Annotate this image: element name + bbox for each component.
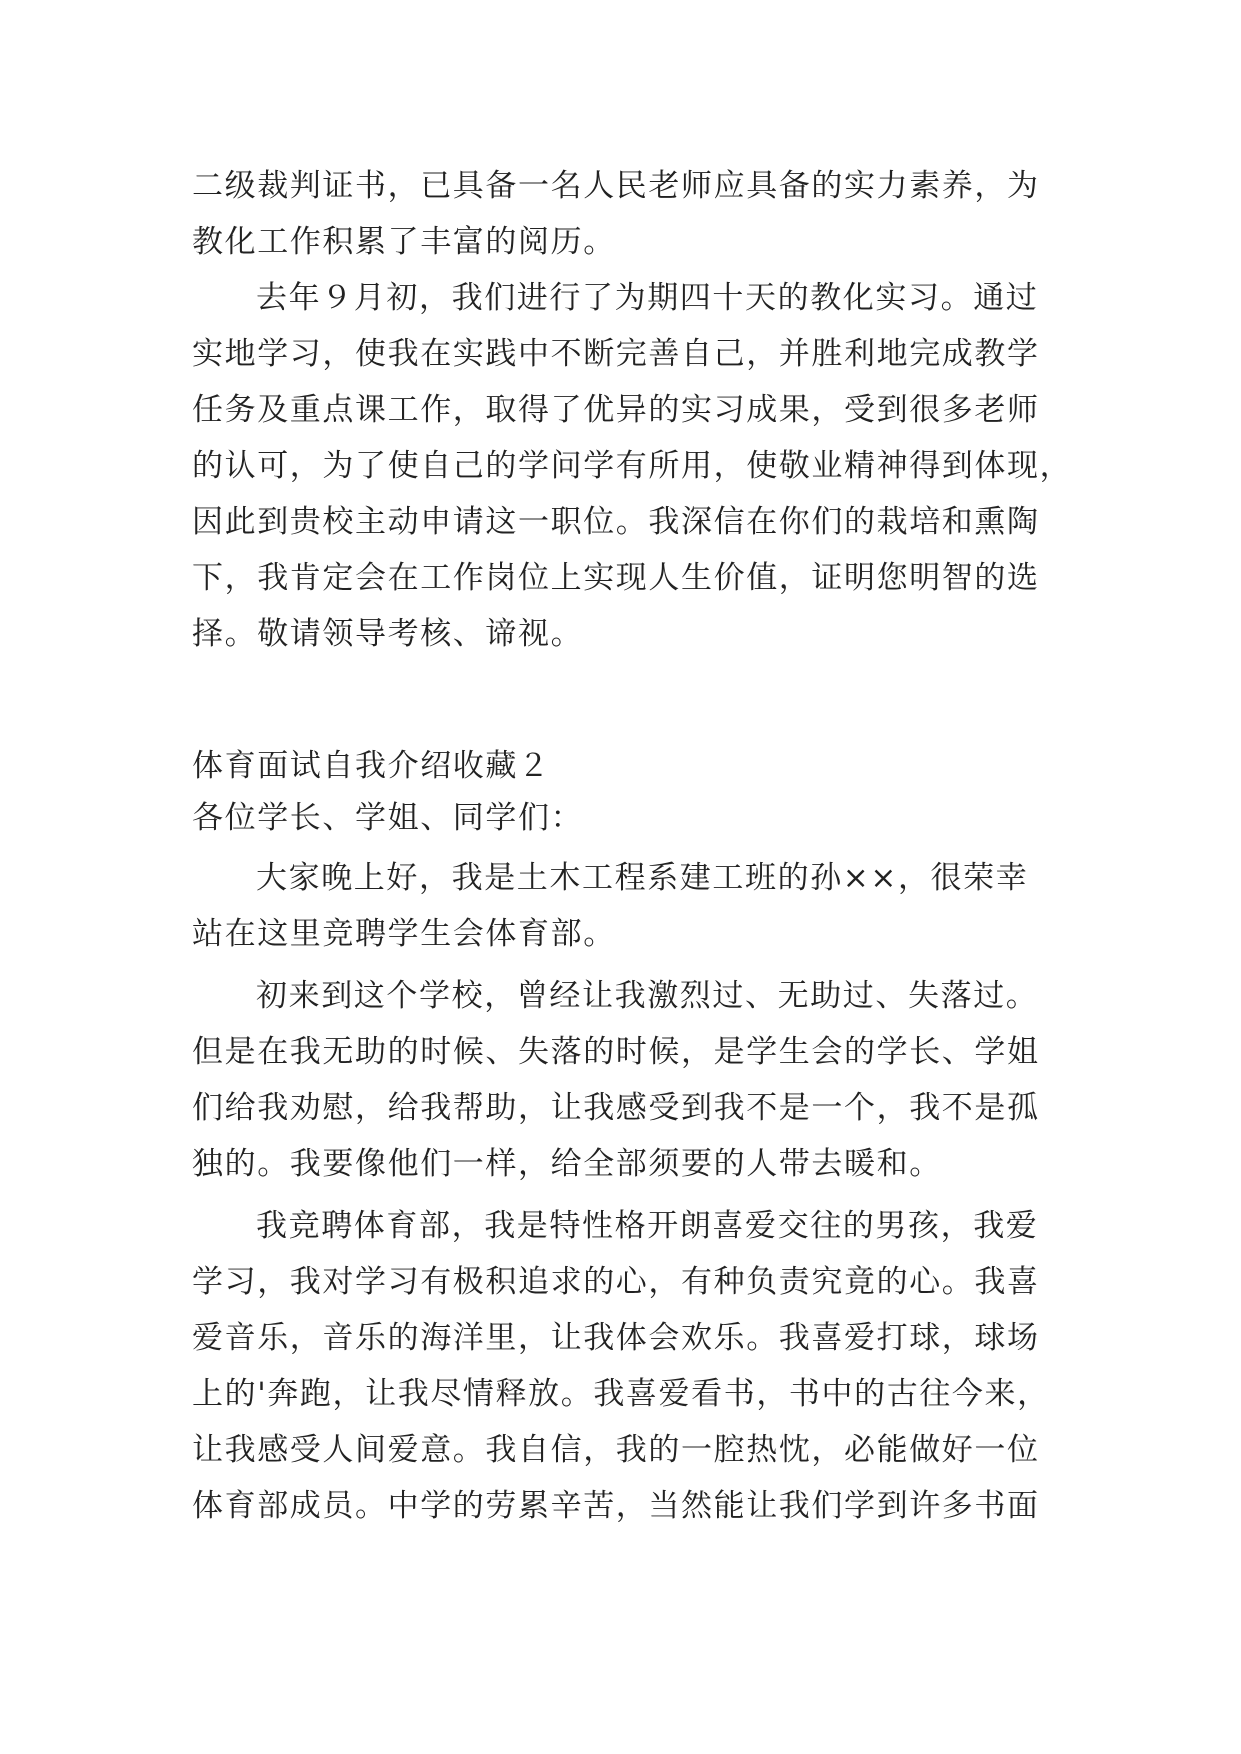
paragraph-line: 的认可，为了使自己的学问学有所用，使敬业精神得到体现， [192,448,1073,484]
paragraph-line: 下，我肯定会在工作岗位上实现人生价值，证明您明智的选 [192,560,1040,596]
paragraph-line: 任务及重点课工作，取得了优异的实习成果，受到很多老师 [192,392,1040,428]
paragraph-line: 站在这里竞聘学生会体育部。 [192,916,616,952]
paragraph-line: 初来到这个学校，曾经让我激烈过、无助过、失落过。 [256,978,1039,1014]
paragraph-line: 让我感受人间爱意。我自信，我的一腔热忱，必能做好一位 [192,1432,1040,1468]
paragraph-line: 上的'奔跑，让我尽情释放。我喜爱看书，书中的古往今来， [192,1376,1050,1412]
paragraph-line: 因此到贵校主动申请这一职位。我深信在你们的栽培和熏陶 [192,504,1040,540]
paragraph-line: 我竞聘体育部，我是特性格开朗喜爱交往的男孩，我爱 [256,1208,1039,1244]
paragraph-line: 独的。我要像他们一样，给全部须要的人带去暖和。 [192,1146,942,1182]
paragraph-line: 二级裁判证书，已具备一名人民老师应具备的实力素养，为 [192,168,1040,204]
paragraph-line: 择。敬请领导考核、谛视。 [192,616,584,652]
salutation: 各位学长、学姐、同学们： [192,800,584,836]
paragraph-line: 们给我劝慰，给我帮助，让我感受到我不是一个，我不是孤 [192,1090,1040,1126]
paragraph-line: 但是在我无助的时候、失落的时候，是学生会的学长、学姐 [192,1034,1040,1070]
paragraph-line: 实地学习，使我在实践中不断完善自己，并胜利地完成教学 [192,336,1040,372]
paragraph-line: 去年９月初，我们进行了为期四十天的教化实习。通过 [256,280,1039,316]
paragraph-line: 体育部成员。中学的劳累辛苦，当然能让我们学到许多书面 [192,1488,1040,1524]
paragraph-line: 教化工作积累了丰富的阅历。 [192,224,616,260]
paragraph-line: 学习，我对学习有极积追求的心，有种负责究竟的心。我喜 [192,1264,1040,1300]
section-heading: 体育面试自我介绍收藏２ [192,748,551,784]
paragraph-line: 大家晚上好，我是土木工程系建工班的孙××，很荣幸 [256,860,1029,896]
paragraph-line: 爱音乐，音乐的海洋里，让我体会欢乐。我喜爱打球，球场 [192,1320,1040,1356]
